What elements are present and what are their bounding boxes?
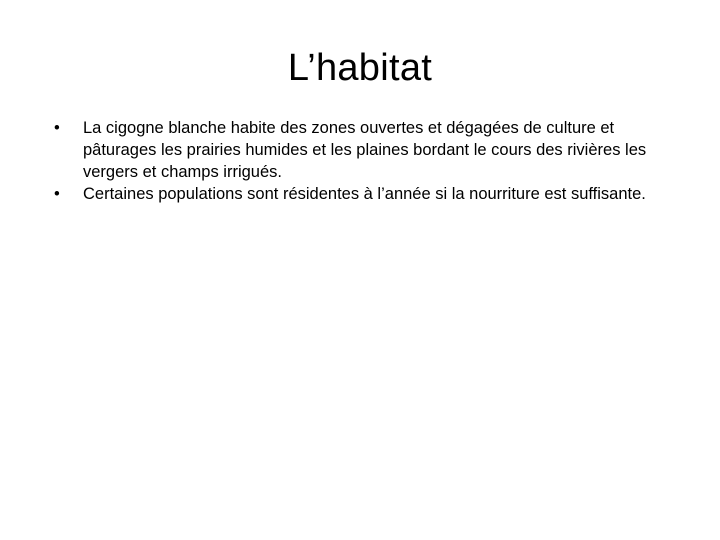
bullet-text: Certaines populations sont résidentes à l’année si la nourriture est suffisante. bbox=[83, 185, 646, 203]
bullet-item bbox=[54, 183, 690, 205]
bullet-item bbox=[54, 117, 690, 183]
bullet-icon: • bbox=[54, 185, 60, 203]
bullet-list bbox=[54, 117, 690, 205]
slide-title: L’habitat bbox=[287, 47, 433, 89]
bullet-icon: • bbox=[54, 119, 60, 137]
bullet-text: La cigogne blanche habite des zones ouvertes et dégagées de culture et pâturages les prairies humides et les plaines bordant le cours des rivières les vergers et champs irrigués. bbox=[83, 119, 647, 181]
